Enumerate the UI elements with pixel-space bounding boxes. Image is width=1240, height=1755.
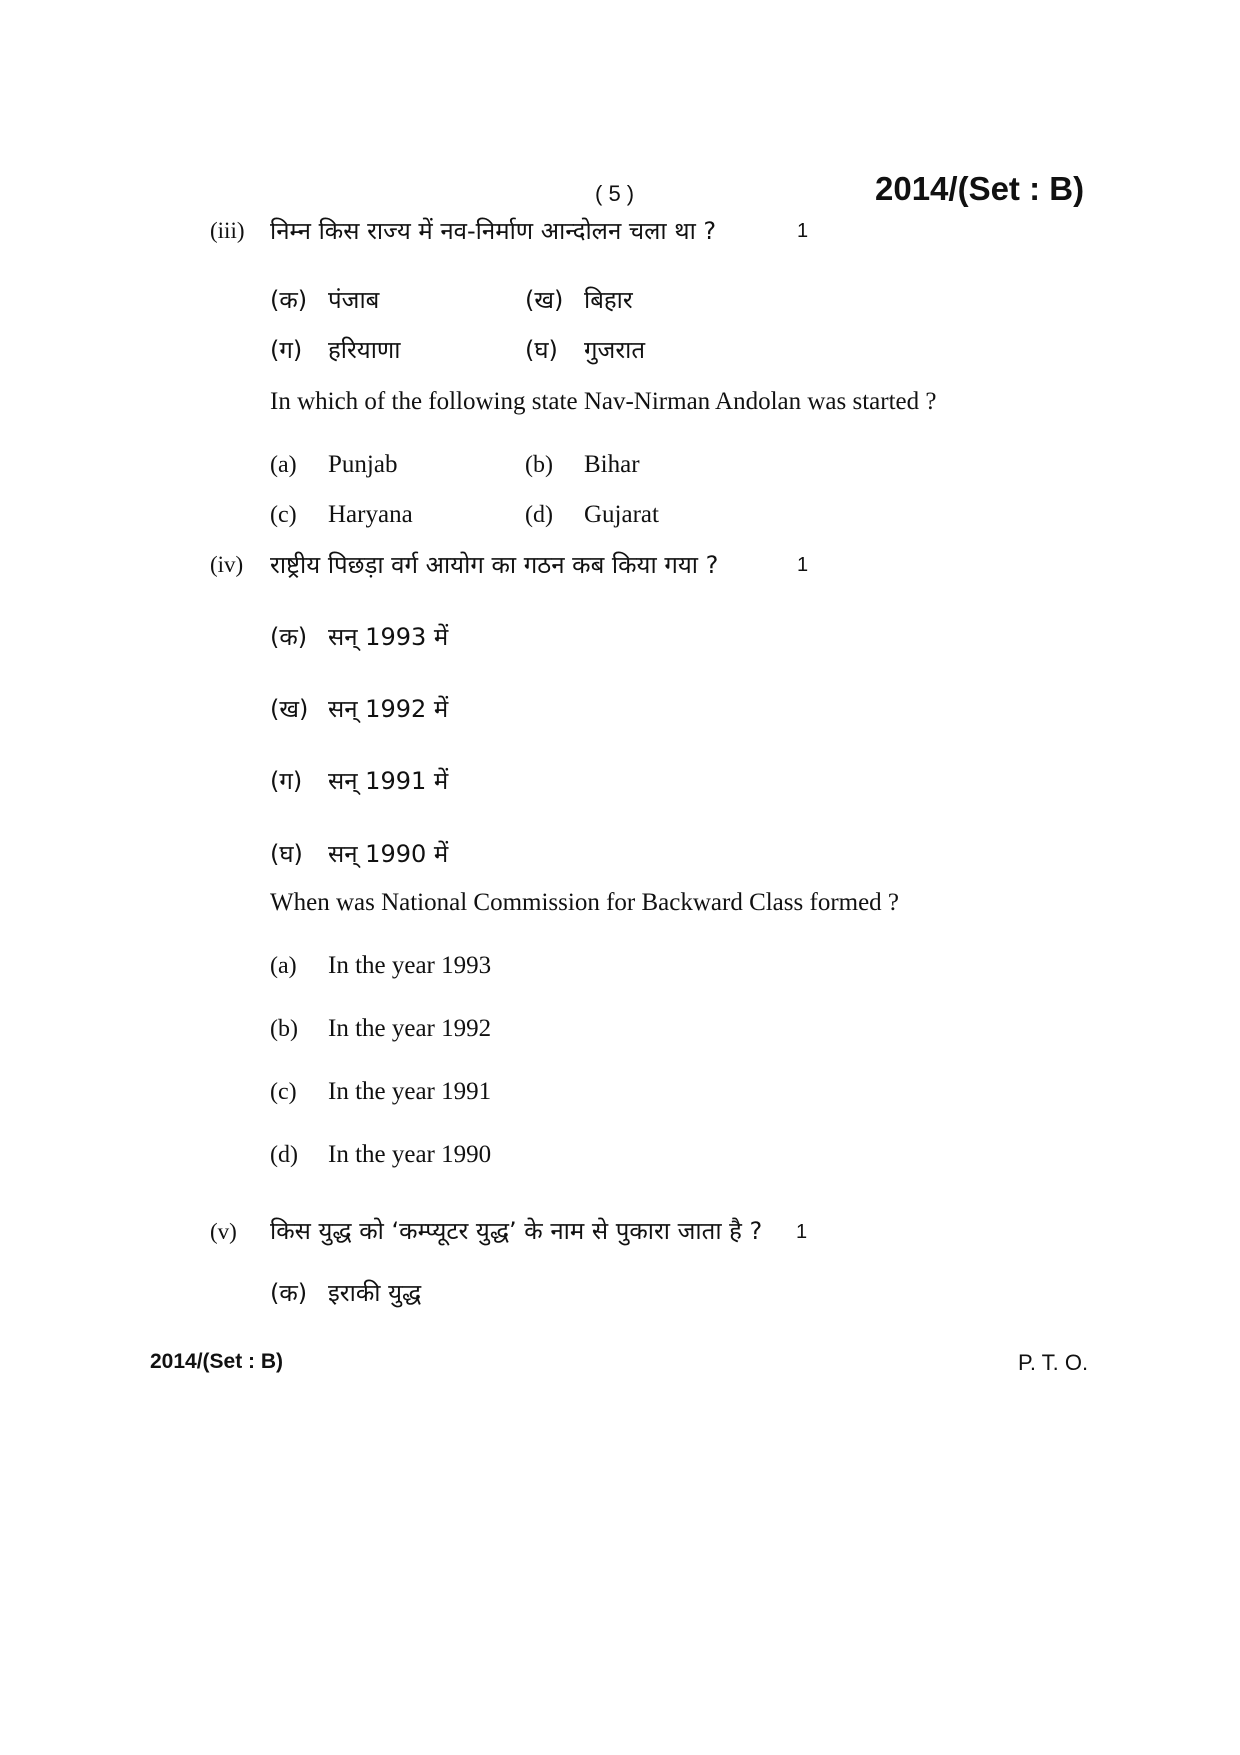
option-label: (क) — [270, 286, 308, 314]
option-label: (c) — [270, 502, 297, 528]
option-text: In the year 1991 — [328, 1078, 492, 1105]
option-text: इराकी युद्ध — [328, 1279, 422, 1307]
pto-label: P. T. O. — [1018, 1350, 1089, 1375]
option-label: (a) — [270, 452, 297, 478]
option-text: सन् 1990 में — [328, 840, 449, 868]
option-label: (b) — [270, 1016, 298, 1042]
option-text: बिहार — [584, 286, 633, 314]
option-label: (ख) — [525, 286, 564, 314]
question-number: (iii) — [210, 218, 245, 243]
option-text: In the year 1990 — [328, 1141, 492, 1168]
question-marks: 1 — [797, 220, 809, 242]
option-text: पंजाब — [328, 286, 380, 314]
question-text-english: In which of the following state Nav-Nirman Andolan was started ? — [270, 388, 937, 415]
option-text: गुजरात — [584, 336, 646, 364]
option-label: (a) — [270, 953, 297, 979]
option-label: (d) — [270, 1142, 298, 1168]
option-text: Punjab — [328, 451, 398, 478]
option-text: Gujarat — [584, 501, 659, 528]
question-text-english: When was National Commission for Backward Class formed ? — [270, 889, 900, 916]
option-text: सन् 1993 में — [328, 623, 449, 651]
option-label: (ग) — [270, 767, 303, 795]
option-label: (d) — [525, 502, 553, 528]
option-text: In the year 1993 — [328, 952, 492, 979]
option-text: हरियाणा — [328, 336, 401, 364]
option-text: Bihar — [584, 451, 640, 478]
option-text: सन् 1991 में — [328, 767, 449, 795]
option-text: सन् 1992 में — [328, 695, 449, 723]
option-text: Haryana — [328, 501, 413, 528]
set-code-footer: 2014/(Set : B) — [150, 1350, 284, 1373]
question-number: (iv) — [210, 552, 244, 577]
question-number: (v) — [210, 1219, 237, 1244]
question-text-hindi: राष्ट्रीय पिछड़ा वर्ग आयोग का गठन कब किया गया ? — [270, 551, 719, 579]
option-label: (क) — [270, 1279, 308, 1307]
option-label: (घ) — [525, 336, 558, 364]
option-label: (क) — [270, 623, 308, 651]
question-text-hindi: किस युद्ध को ‘कम्प्यूटर युद्ध’ के नाम से पुकारा जाता है ? — [270, 1217, 763, 1245]
page-number: ( 5 ) — [595, 181, 635, 206]
question-marks: 1 — [797, 554, 809, 576]
question-marks: 1 — [796, 1221, 808, 1243]
option-label: (ख) — [270, 695, 309, 723]
option-label: (c) — [270, 1079, 297, 1105]
set-code-header: 2014/(Set : B) — [875, 170, 1085, 207]
question-text-hindi: निम्न किस राज्य में नव-निर्माण आन्दोलन चला था ? — [270, 217, 717, 245]
option-text: In the year 1992 — [328, 1015, 492, 1042]
option-label: (b) — [525, 452, 553, 478]
option-label: (ग) — [270, 336, 303, 364]
option-label: (घ) — [270, 840, 303, 868]
